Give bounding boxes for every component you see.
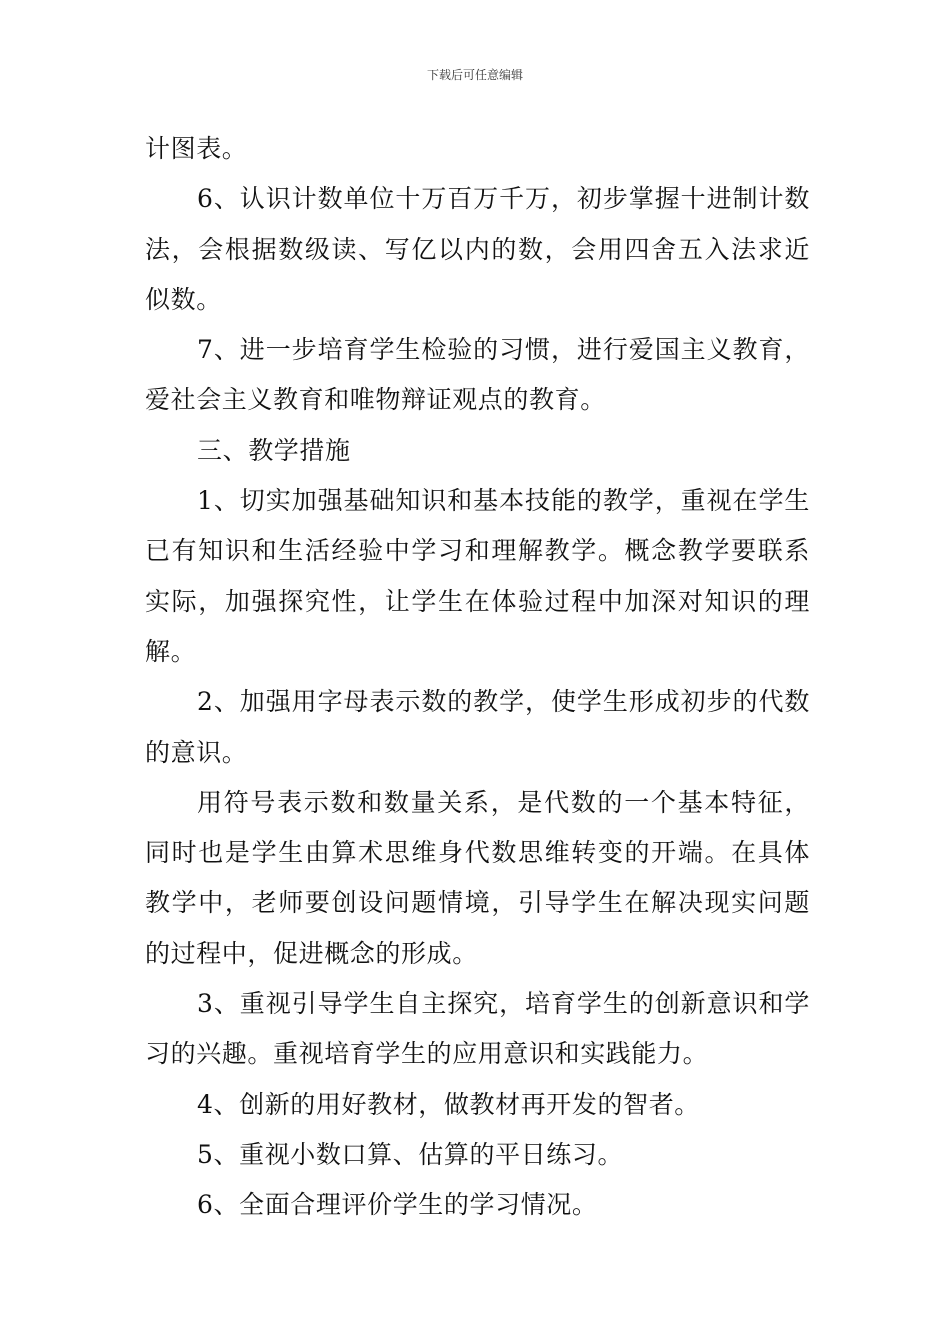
paragraph-6: 2、加强用字母表示数的教学，使学生形成初步的代数的意识。 [145, 687, 810, 767]
paragraph-10: 5、重视小数口算、估算的平日练习。 [197, 1139, 624, 1169]
paragraph-8: 3、重视引导学生自主探究，培育学生的创新意识和学习的兴趣。重视培育学生的应用意识和实践能力。 [145, 989, 810, 1069]
section-heading: 三、教学措施 [197, 435, 351, 465]
document-body [145, 124, 810, 1231]
paragraph-11: 6、全面合理评价学生的学习情况。 [197, 1190, 598, 1220]
paragraph-7: 用符号表示数和数量关系，是代数的一个基本特征，同时也是学生由算术思维身代数思维转变的开端。在具体教学中，老师要创设问题情境，引导学生在解决现实问题的过程中，促进概念的形成。 [145, 787, 810, 968]
paragraph-2: 6、认识计数单位十万百万千万，初步掌握十进制计数法，会根据数级读、写亿以内的数，会用四舍五入法求近似数。 [145, 184, 810, 314]
paragraph-1: 计图表。 [145, 134, 248, 163]
paragraph-3: 7、进一步培育学生检验的习惯，进行爱国主义教育，爱社会主义教育和唯物辩证观点的教育。 [145, 335, 810, 415]
page-header: 下载后可任意编辑 [426, 68, 523, 82]
paragraph-9: 4、创新的用好教材，做教材再开发的智者。 [197, 1089, 700, 1119]
paragraph-5: 1、切实加强基础知识和基本技能的教学，重视在学生已有知识和生活经验中学习和理解教学。概念教学要联系实际，加强探究性，让学生在体验过程中加深对知识的理解。 [145, 486, 810, 666]
